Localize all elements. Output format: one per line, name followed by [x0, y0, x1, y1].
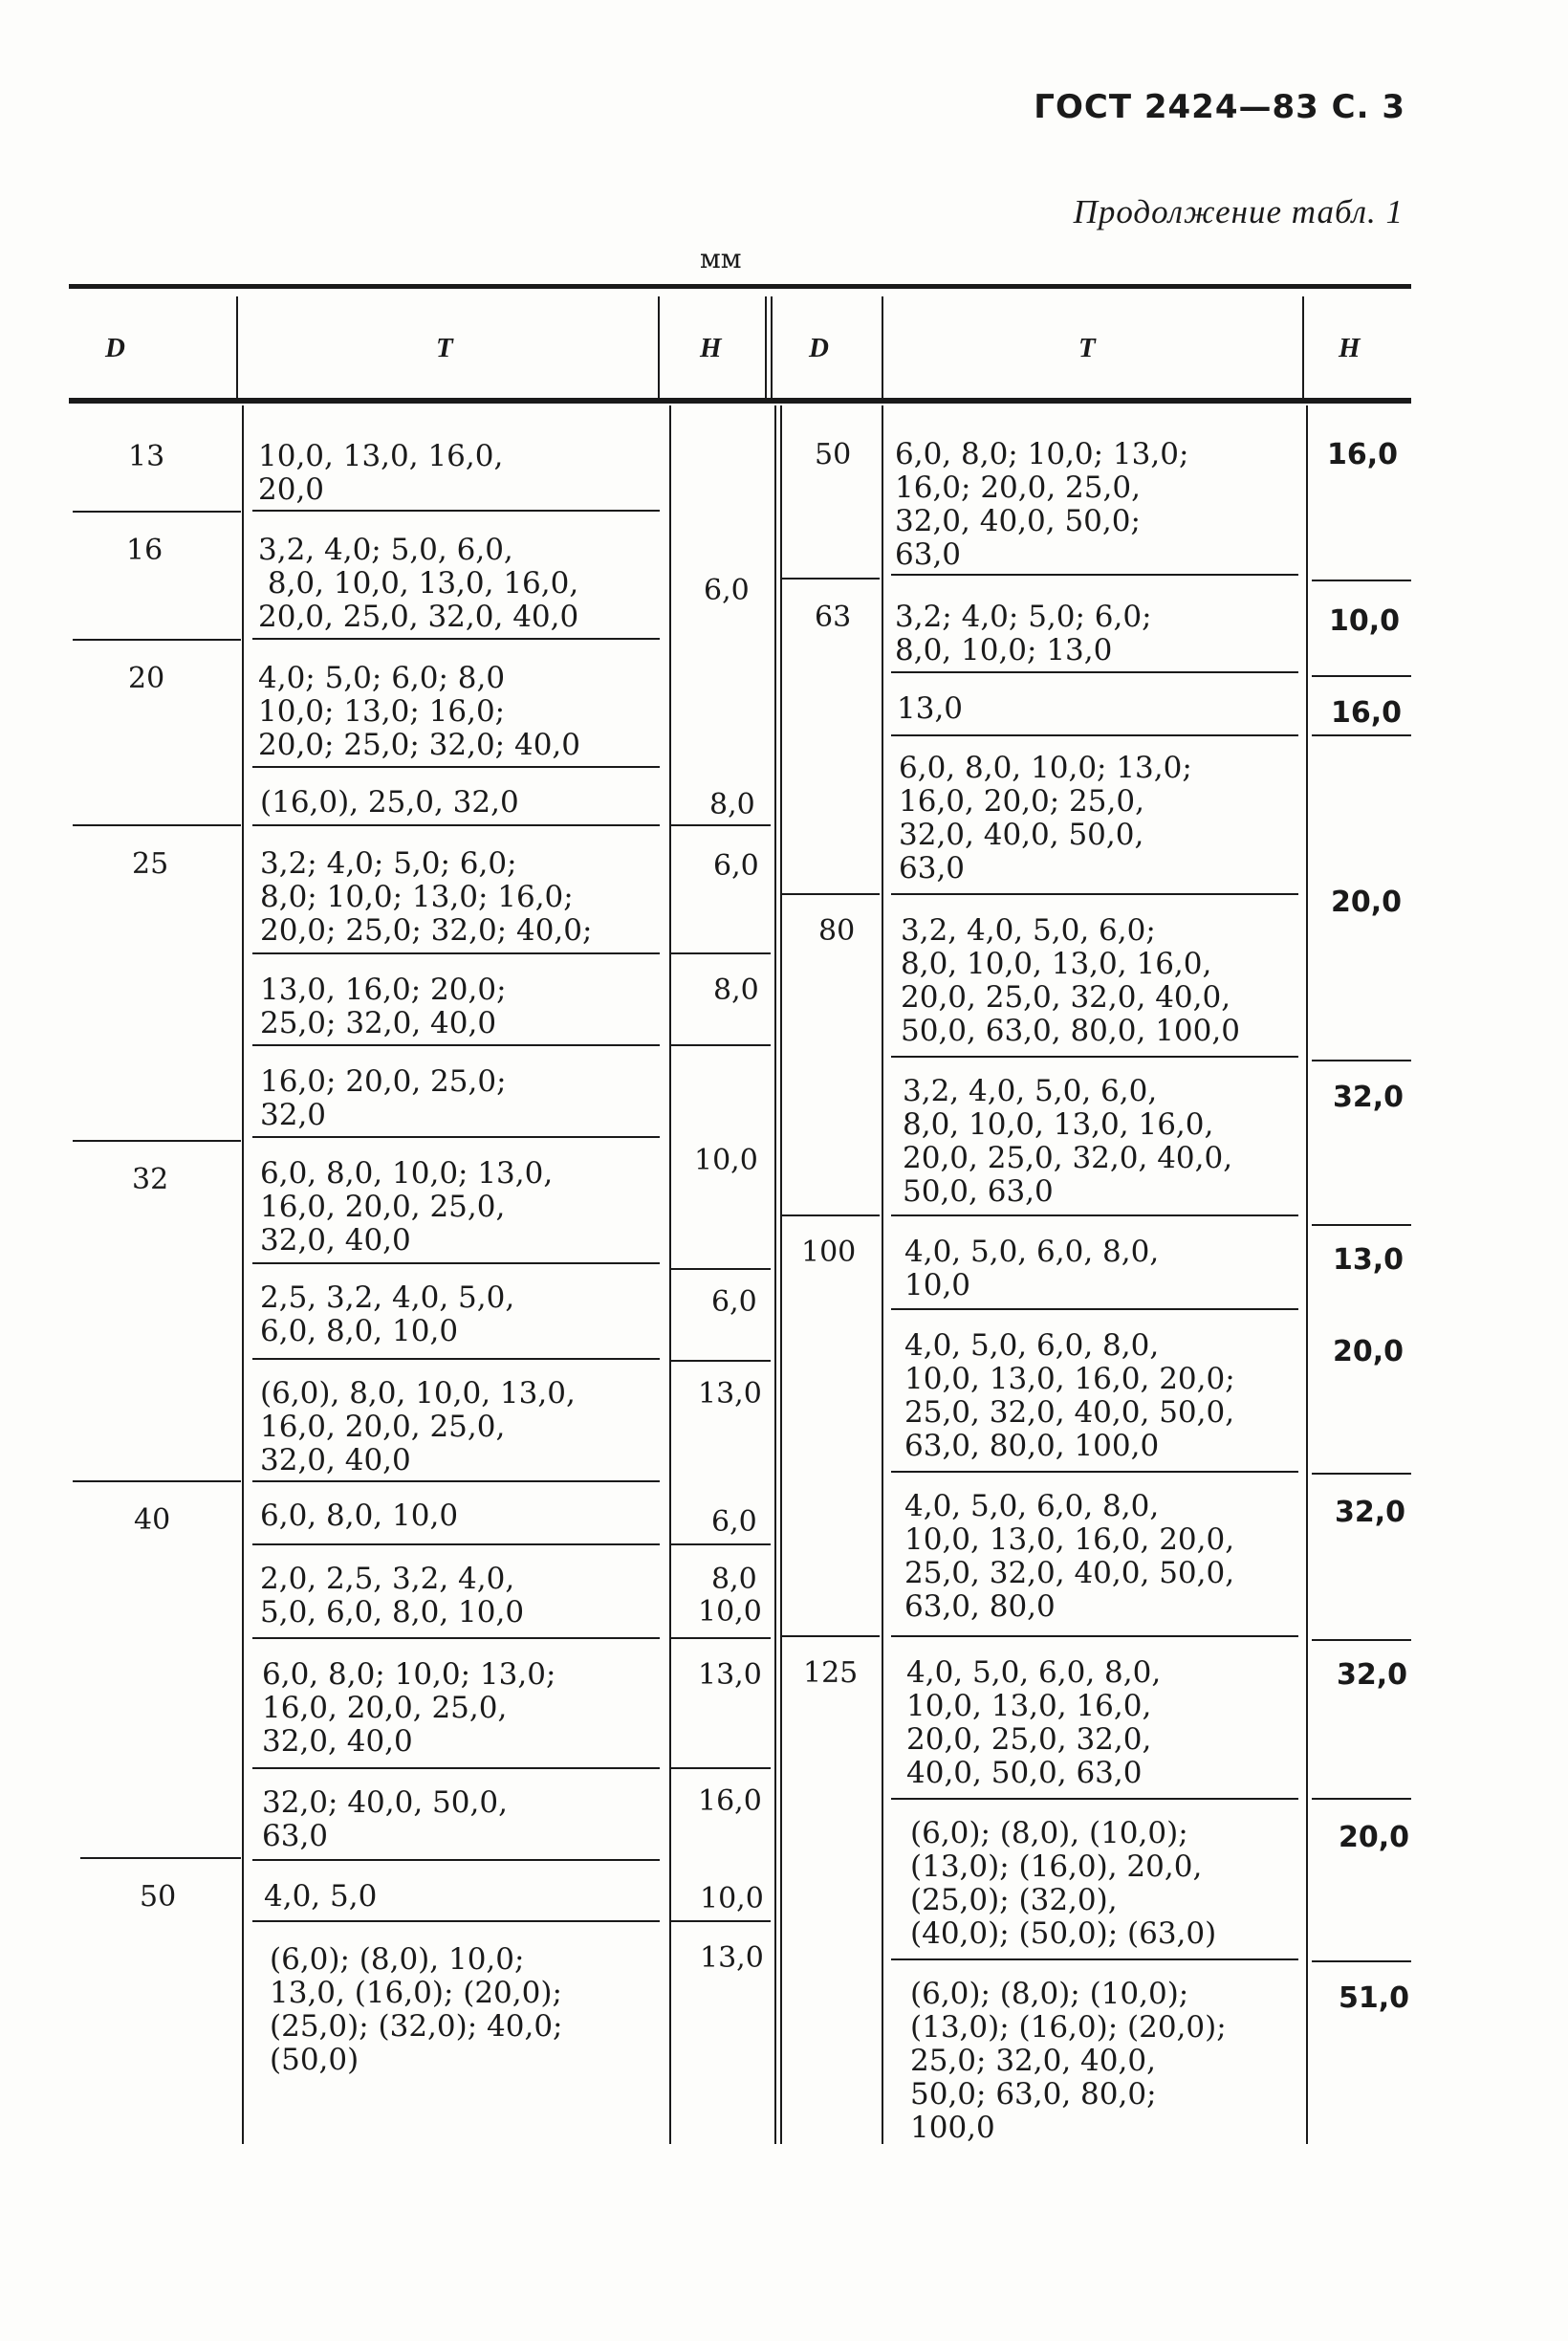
right-h-cell: 32,0 — [1333, 1081, 1405, 1114]
left-h-cell: 6,0 — [711, 1285, 757, 1319]
left-t-cell: 4,0, 5,0 — [264, 1879, 378, 1914]
right-h-cell: 13,0 — [1333, 1243, 1405, 1277]
divider — [252, 952, 660, 954]
left-h-cell: 10,0 — [700, 1882, 764, 1915]
divider — [73, 1140, 241, 1142]
left-h-cell: 6,0 — [713, 849, 759, 883]
left-h-cell: 13,0 — [698, 1658, 762, 1692]
left-t-cell: 6,0, 8,0, 10,0; 13,0, 16,0, 20,0, 25,0, 32,0, 40,0 — [260, 1156, 554, 1258]
divider — [73, 824, 241, 826]
right-h-cell: 32,0 — [1337, 1658, 1408, 1692]
right-t-cell: 6,0, 8,0; 10,0; 13,0; 16,0; 20,0, 25,0, 32,0, 40,0, 50,0; 63,0 — [895, 437, 1189, 572]
divider — [252, 1767, 660, 1769]
divider — [891, 671, 1298, 673]
left-d-cell: 40 — [134, 1503, 171, 1537]
divider — [252, 638, 660, 640]
left-h-cell: 8,0 — [709, 788, 755, 821]
divider — [782, 1635, 880, 1637]
divider — [891, 734, 1298, 736]
right-t-cell: 6,0, 8,0, 10,0; 13,0; 16,0, 20,0; 25,0, 32,0, 40,0, 50,0, 63,0 — [899, 751, 1192, 886]
left-d-cell: 16 — [126, 534, 163, 567]
divider — [671, 824, 771, 826]
divider — [252, 1480, 660, 1482]
divider — [242, 405, 244, 2144]
column-header-t: T — [436, 333, 453, 363]
divider — [252, 1920, 660, 1922]
divider — [671, 1360, 771, 1362]
divider — [671, 1044, 771, 1046]
divider — [252, 1637, 660, 1639]
divider — [671, 952, 771, 954]
divider — [1306, 405, 1308, 2144]
right-h-cell: 20,0 — [1339, 1821, 1410, 1854]
divider — [252, 824, 660, 826]
divider — [252, 1262, 660, 1264]
right-t-cell: 3,2, 4,0, 5,0, 6,0, 8,0, 10,0, 13,0, 16,0, 20,0, 25,0, 32,0, 40,0, 50,0, 63,0 — [903, 1074, 1233, 1209]
divider — [882, 296, 883, 398]
divider — [1302, 296, 1304, 398]
left-t-cell: 2,5, 3,2, 4,0, 5,0, 6,0, 8,0, 10,0 — [260, 1280, 515, 1348]
right-d-cell: 100 — [801, 1236, 857, 1269]
divider — [252, 1859, 660, 1861]
divider — [1312, 675, 1411, 677]
right-t-cell: 4,0, 5,0, 6,0, 8,0, 10,0, 13,0, 16,0, 20,0, 25,0, 32,0, 40,0, 50,0, 63,0, 80,0 — [904, 1489, 1235, 1624]
left-d-cell: 50 — [140, 1880, 177, 1914]
column-header-t: T — [1078, 333, 1096, 363]
divider — [1312, 1473, 1411, 1475]
right-h-cell: 16,0 — [1331, 696, 1403, 730]
divider — [252, 1358, 660, 1360]
left-t-cell: (6,0), 8,0, 10,0, 13,0, 16,0, 20,0, 25,0, 32,0, 40,0 — [260, 1376, 576, 1477]
divider — [658, 296, 660, 398]
divider — [782, 893, 880, 895]
divider — [771, 296, 773, 398]
left-h-cell: 10,0 — [698, 1595, 762, 1629]
divider — [671, 1920, 771, 1922]
left-d-cell: 32 — [132, 1163, 169, 1196]
divider — [891, 893, 1298, 895]
left-d-cell: 20 — [128, 662, 165, 695]
divider — [882, 405, 883, 2144]
right-t-cell: 13,0 — [897, 691, 964, 726]
left-h-cell: 6,0 — [704, 574, 750, 607]
left-d-cell: 13 — [128, 440, 165, 473]
left-h-cell: 16,0 — [698, 1784, 762, 1818]
left-h-cell: 8,0 — [711, 1563, 757, 1596]
right-d-cell: 80 — [818, 914, 856, 948]
left-t-cell: 10,0, 13,0, 16,0, 20,0 — [258, 439, 504, 507]
left-d-cell: 25 — [132, 847, 169, 881]
divider — [891, 1958, 1298, 1960]
right-d-cell: 125 — [803, 1656, 859, 1690]
table-top-rule — [69, 284, 1411, 289]
column-header-h: H — [700, 333, 722, 363]
divider — [782, 578, 880, 580]
right-t-cell: 3,2; 4,0; 5,0; 6,0; 8,0, 10,0; 13,0 — [895, 600, 1152, 667]
left-t-cell: 6,0, 8,0; 10,0; 13,0; 16,0, 20,0, 25,0, 32,0, 40,0 — [262, 1657, 556, 1759]
left-h-cell: 8,0 — [713, 974, 759, 1007]
left-h-cell: 10,0 — [694, 1144, 758, 1177]
left-t-cell: 2,0, 2,5, 3,2, 4,0, 5,0, 6,0, 8,0, 10,0 — [260, 1562, 525, 1630]
left-t-cell: 4,0; 5,0; 6,0; 8,0 10,0; 13,0; 16,0; 20,0; 25,0; 32,0; 40,0 — [258, 661, 580, 762]
divider — [80, 1857, 241, 1859]
page-header: ГОСТ 2424—83 С. 3 — [1034, 88, 1405, 126]
divider — [1312, 1639, 1411, 1641]
divider — [1312, 1224, 1411, 1226]
left-t-cell: (16,0), 25,0, 32,0 — [260, 785, 519, 820]
divider — [669, 405, 671, 2144]
divider — [891, 1471, 1298, 1473]
left-t-cell: (6,0); (8,0), 10,0; 13,0, (16,0); (20,0); (25,0); (32,0); 40,0; (50,0) — [270, 1942, 563, 2077]
divider — [1312, 580, 1411, 581]
divider — [73, 639, 241, 641]
header-bottom-rule — [69, 398, 1411, 404]
left-t-cell: 32,0; 40,0, 50,0, 63,0 — [262, 1785, 508, 1853]
divider — [891, 1635, 1298, 1637]
left-h-cell: 6,0 — [711, 1505, 757, 1539]
left-h-cell: 13,0 — [698, 1377, 762, 1411]
right-t-cell: 4,0, 5,0, 6,0, 8,0, 10,0 — [904, 1235, 1160, 1302]
left-t-cell: 16,0; 20,0, 25,0; 32,0 — [260, 1064, 507, 1132]
left-t-cell: 3,2, 4,0; 5,0, 6,0, 8,0, 10,0, 13,0, 16,0, 20,0, 25,0, 32,0, 40,0 — [258, 533, 579, 634]
left-t-cell: 3,2; 4,0; 5,0; 6,0; 8,0; 10,0; 13,0; 16,0; 20,0; 25,0; 32,0; 40,0; — [260, 846, 593, 948]
right-h-cell: 20,0 — [1333, 1335, 1405, 1368]
left-h-cell: 13,0 — [700, 1941, 764, 1975]
unit-label: мм — [700, 243, 742, 274]
right-h-cell: 51,0 — [1339, 1981, 1410, 2015]
divider — [1312, 734, 1411, 736]
divider — [891, 1214, 1298, 1216]
right-d-cell: 50 — [815, 438, 852, 471]
divider — [252, 766, 660, 768]
right-t-cell: 4,0, 5,0, 6,0, 8,0, 10,0, 13,0, 16,0, 20,0; 25,0, 32,0, 40,0, 50,0, 63,0, 80,0, 100,0 — [904, 1328, 1235, 1463]
divider — [780, 405, 782, 2144]
right-t-cell: 3,2, 4,0, 5,0, 6,0; 8,0, 10,0, 13,0, 16,0, 20,0, 25,0, 32,0, 40,0, 50,0, 63,0, 80,0, 100,0 — [901, 913, 1240, 1048]
divider — [765, 296, 767, 398]
divider — [671, 1767, 771, 1769]
divider — [774, 405, 776, 2144]
divider — [782, 1214, 880, 1216]
right-d-cell: 63 — [815, 601, 852, 634]
right-h-cell: 10,0 — [1329, 604, 1401, 638]
column-header-h: H — [1339, 333, 1361, 363]
left-t-cell: 6,0, 8,0, 10,0 — [260, 1499, 459, 1533]
right-h-cell: 16,0 — [1327, 438, 1399, 471]
divider — [252, 1543, 660, 1545]
column-header-d: D — [809, 333, 829, 363]
divider — [671, 1637, 771, 1639]
divider — [1312, 1798, 1411, 1800]
divider — [252, 1136, 660, 1138]
divider — [1312, 1960, 1411, 1962]
right-h-cell: 20,0 — [1331, 886, 1403, 919]
divider — [891, 1308, 1298, 1310]
divider — [73, 1480, 241, 1482]
divider — [891, 574, 1298, 576]
divider — [1312, 1060, 1411, 1061]
right-t-cell: 4,0, 5,0, 6,0, 8,0, 10,0, 13,0, 16,0, 20,0, 25,0, 32,0, 40,0, 50,0, 63,0 — [906, 1655, 1162, 1790]
divider — [891, 1798, 1298, 1800]
right-h-cell: 32,0 — [1335, 1496, 1406, 1529]
table-continuation-label: Продолжение табл. 1 — [1073, 193, 1404, 230]
divider — [73, 511, 241, 513]
divider — [236, 296, 238, 398]
right-t-cell: (6,0); (8,0), (10,0); (13,0); (16,0), 20,0, (25,0); (32,0), (40,0); (50,0); (63,0) — [910, 1816, 1217, 1951]
right-t-cell: (6,0); (8,0); (10,0); (13,0); (16,0); (20,0); 25,0; 32,0, 40,0, 50,0; 63,0, 80,0; 100,0 — [910, 1977, 1227, 2145]
divider — [891, 1056, 1298, 1058]
divider — [252, 1044, 660, 1046]
divider — [671, 1543, 771, 1545]
left-t-cell: 13,0, 16,0; 20,0; 25,0; 32,0, 40,0 — [260, 973, 507, 1040]
divider — [671, 1268, 771, 1270]
column-header-d: D — [105, 333, 125, 363]
divider — [252, 510, 660, 512]
